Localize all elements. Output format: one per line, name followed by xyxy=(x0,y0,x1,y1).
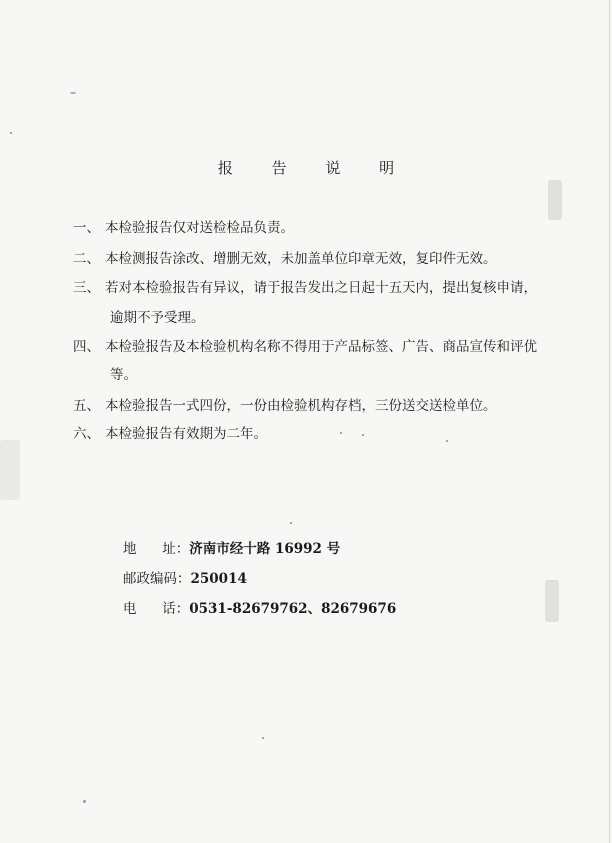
contact-postcode xyxy=(123,567,247,587)
note-text: 本检测报告涂改、增删无效，未加盖单位印章无效，复印件无效。 xyxy=(105,251,497,267)
note-text: 本检验报告有效期为二年。 xyxy=(105,426,267,442)
scan-smudge xyxy=(545,580,559,622)
scan-speck xyxy=(262,737,264,739)
scan-speck xyxy=(362,434,364,436)
note-text-continued: 等。 xyxy=(110,367,137,383)
note-number: 四、 xyxy=(73,339,100,355)
postcode-value: 250014 xyxy=(190,571,247,587)
note-number: 二、 xyxy=(73,251,100,267)
note-number: 一、 xyxy=(73,220,100,236)
note-text: 本检验报告一式四份，一份由检验机构存档，三份送交送检单位。 xyxy=(105,398,497,414)
contact-address xyxy=(123,537,340,557)
contact-phone xyxy=(123,597,396,617)
address-value: 济南市经十路 16992 号 xyxy=(189,541,341,557)
address-label: 地 址： xyxy=(123,541,190,557)
postcode-label: 邮政编码： xyxy=(123,571,191,587)
note-text-continued: 逾期不予受理。 xyxy=(110,310,205,326)
scan-speck xyxy=(10,132,12,134)
note-number: 三、 xyxy=(73,280,100,296)
scan-smudge xyxy=(0,440,20,500)
scan-speck xyxy=(70,92,76,94)
note-text: 若对本检验报告有异议，请于报告发出之日起十五天内，提出复核申请， xyxy=(105,280,537,296)
report-notes-title: 报 告 说 明 xyxy=(217,159,412,177)
note-text: 本检验报告仅对送检检品负责。 xyxy=(105,220,294,236)
phone-label: 电 话： xyxy=(123,601,190,617)
scan-edge xyxy=(609,0,610,843)
scan-speck xyxy=(446,440,448,442)
note-text: 本检验报告及本检验机构名称不得用于产品标签、广告、商品宣传和评优 xyxy=(105,339,537,355)
phone-value: 0531-82679762、82679676 xyxy=(189,601,397,617)
note-number: 六、 xyxy=(73,426,100,442)
scan-smudge xyxy=(548,180,562,220)
scan-speck xyxy=(83,800,86,803)
note-number: 五、 xyxy=(73,398,100,414)
scan-speck xyxy=(340,432,342,434)
scan-speck xyxy=(290,522,292,524)
